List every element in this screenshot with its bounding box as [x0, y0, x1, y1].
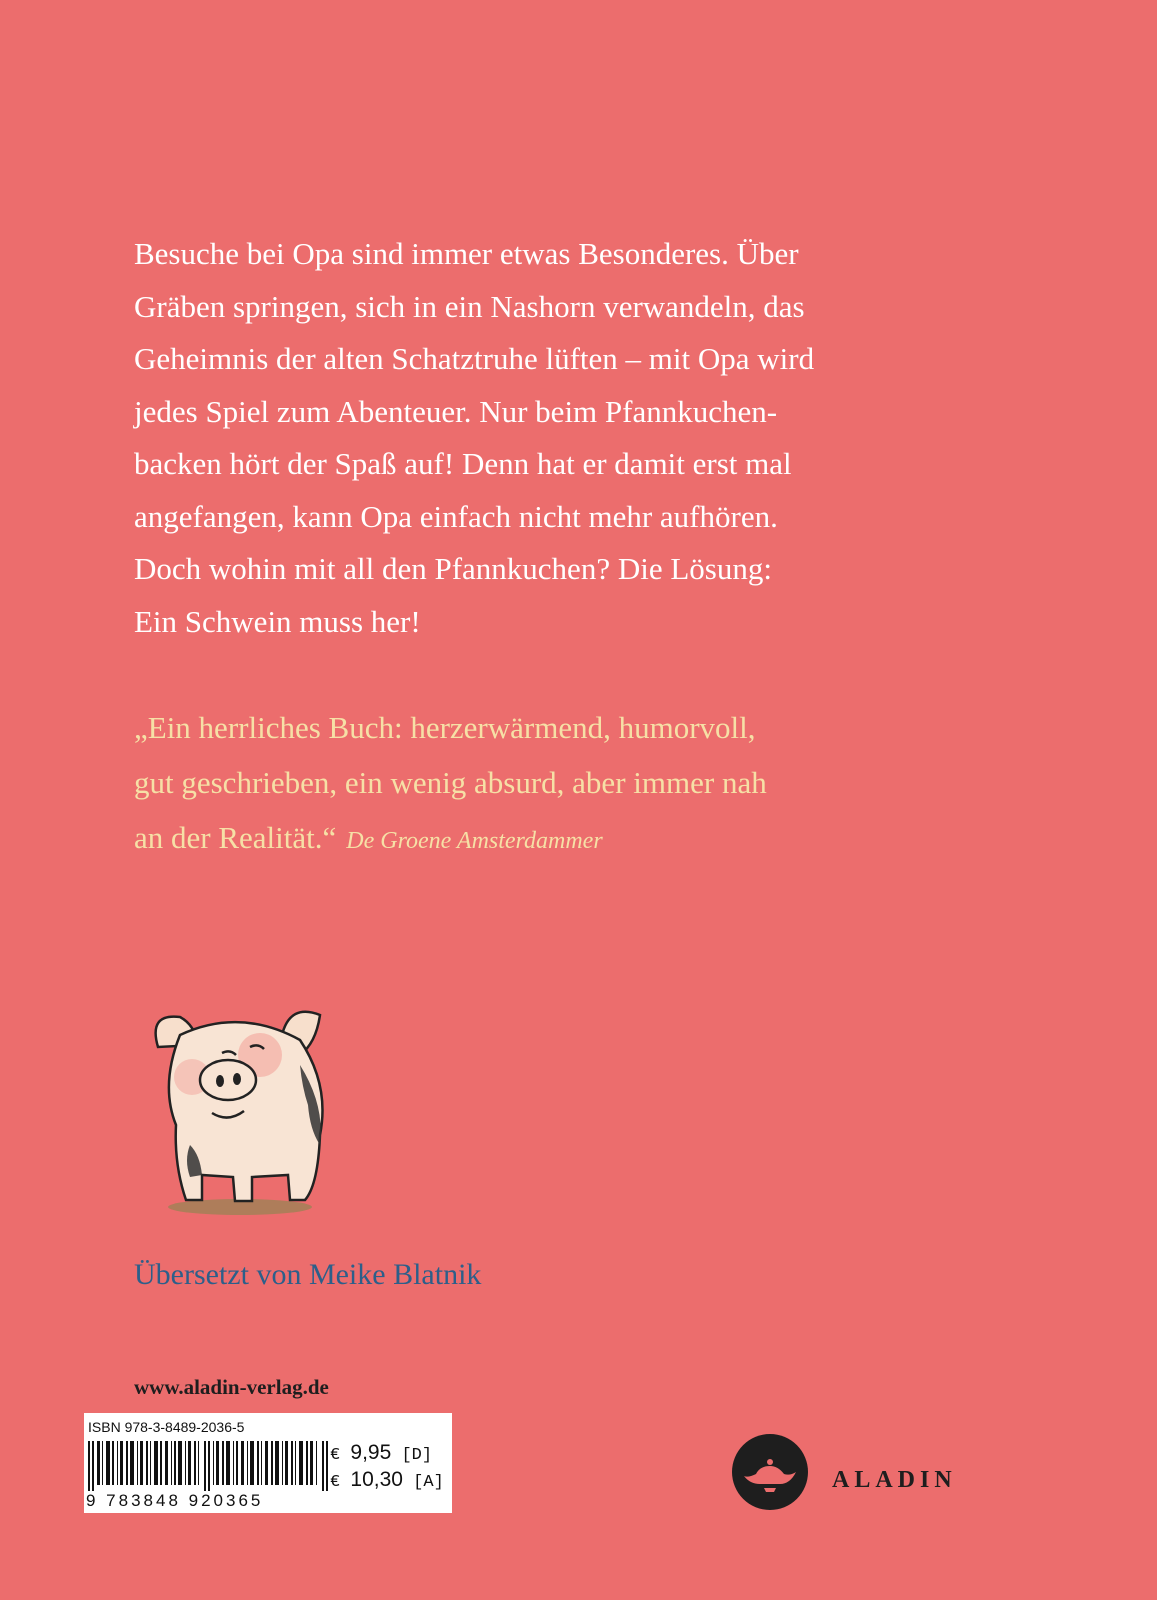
blurb-line: backen hört der Spaß auf! Denn hat er damit erst mal: [134, 446, 792, 481]
pig-icon: [140, 995, 340, 1225]
currency-symbol: €: [330, 1446, 341, 1465]
review-quote: [134, 700, 994, 869]
price-de: [330, 1441, 444, 1468]
blurb-line: Geheimnis der alten Schatztruhe lüften – mit Opa wird: [134, 341, 815, 376]
isbn-number: ISBN 978-3-8489-2036-5: [88, 1419, 245, 1435]
barcode-bars: [88, 1441, 341, 1492]
quote-last-line: [134, 810, 994, 869]
barcode-digits: 9 783848 920365: [86, 1491, 264, 1510]
blurb-line: angefangen, kann Opa einfach nicht mehr aufhören.: [134, 498, 778, 534]
blurb-line: Doch wohin mit all den Pfannkuchen? Die Lösung:: [134, 551, 772, 586]
publisher-logo-text: ALADIN: [832, 1467, 957, 1493]
quote-line: gut geschrieben, ein wenig absurd, aber immer nah: [134, 765, 767, 800]
price-list: [330, 1441, 444, 1495]
quote-source: De Groene Amsterdammer: [346, 828, 603, 854]
price-region: [A]: [413, 1473, 444, 1492]
quote-line: an der Realität.“: [134, 820, 337, 855]
price-amount: 10,30: [350, 1468, 403, 1491]
blurb-line: jedes Spiel zum Abenteuer. Nur beim Pfannkuchen-: [134, 393, 778, 429]
barcode-label: [84, 1413, 452, 1513]
translator-credit: Übersetzt von Meike Blatnik: [134, 1258, 482, 1291]
publisher-website: www.aladin-verlag.de: [134, 1375, 329, 1399]
blurb-line: Gräben springen, sich in ein Nashorn verwandeln, das: [134, 288, 805, 324]
currency-symbol: €: [330, 1473, 341, 1492]
blurb-line: Ein Schwein muss her!: [134, 603, 421, 639]
magic-lamp-icon: [730, 1432, 810, 1512]
blurb-line: Besuche bei Opa sind immer etwas Besonderes. Über: [134, 236, 799, 271]
price-at: [330, 1468, 444, 1495]
price-region: [D]: [401, 1446, 433, 1465]
quote-line: „Ein herrliches Buch: herzerwärmend, humorvoll,: [134, 710, 756, 745]
price-amount: 9,95: [350, 1441, 392, 1464]
blurb-text: [134, 228, 994, 648]
